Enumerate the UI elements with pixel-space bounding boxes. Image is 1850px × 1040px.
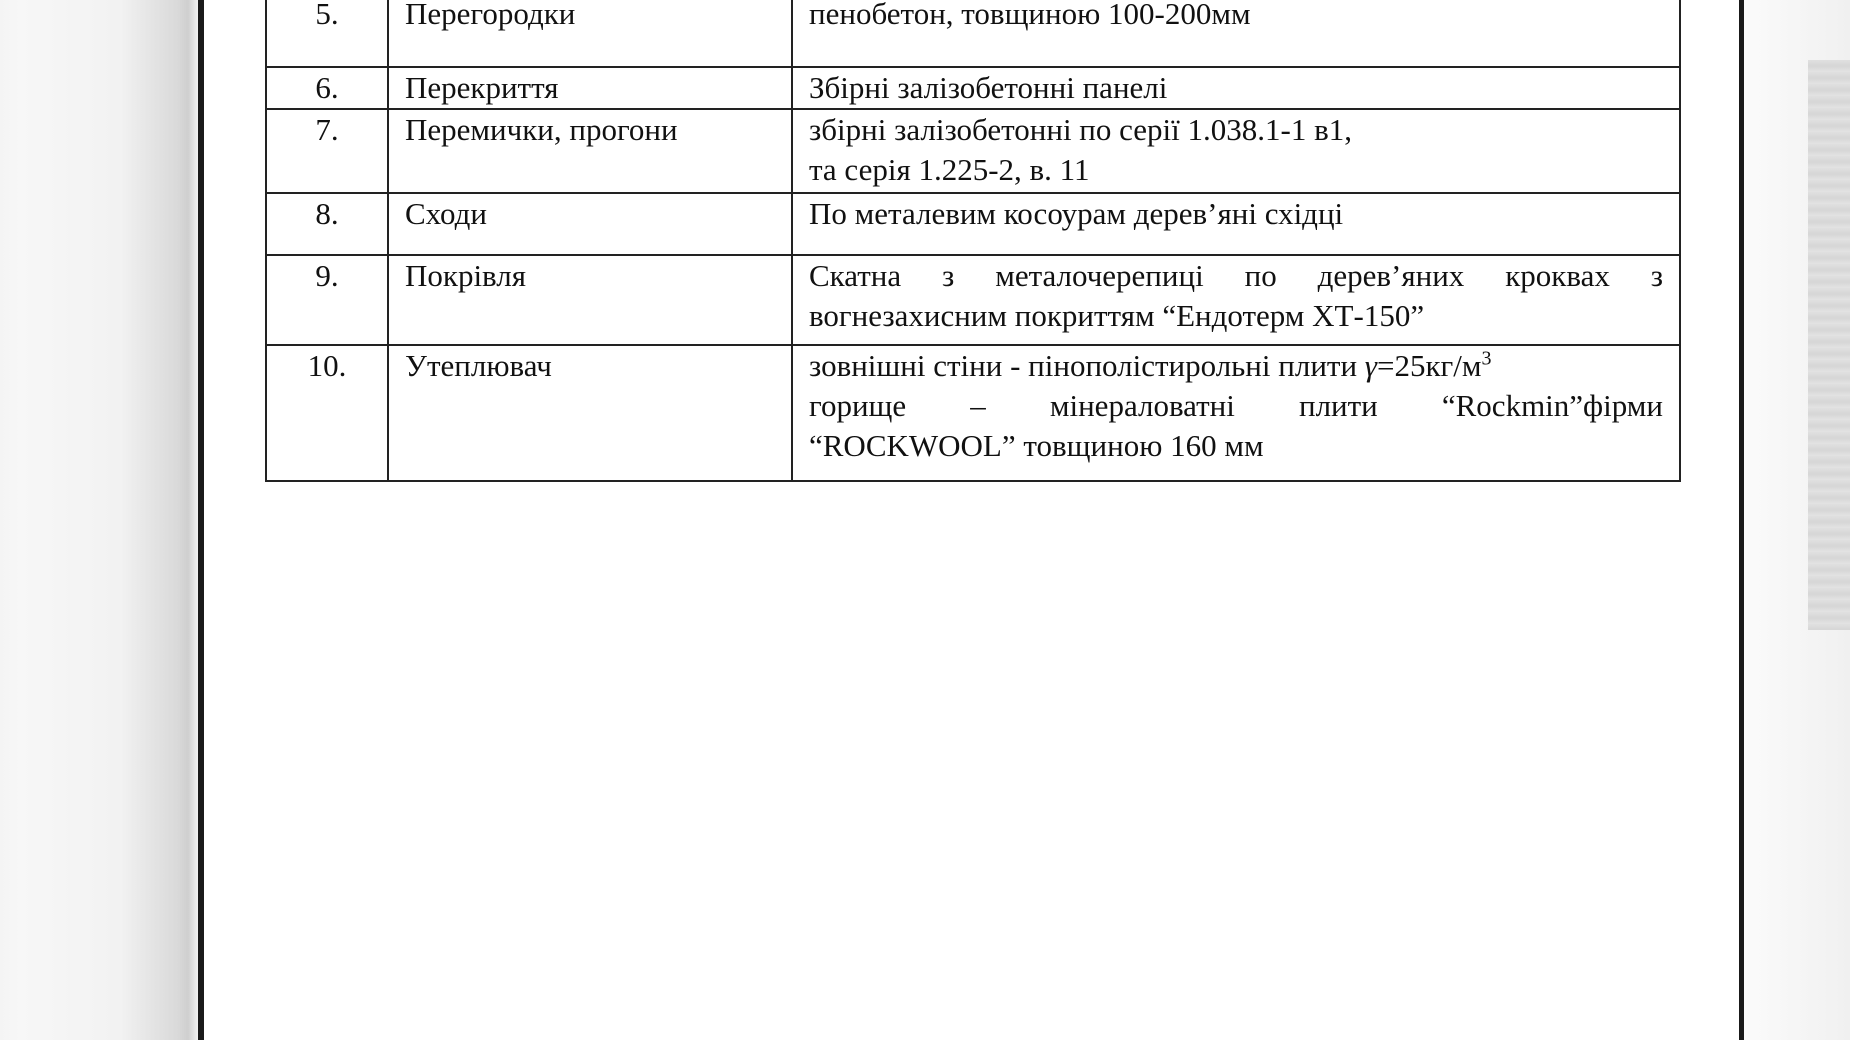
description-line: вогнезахисним покриттям “Ендотерм ХТ-150” [809,298,1425,333]
row-number: 7. [266,109,388,193]
row-number: 8. [266,193,388,255]
description-line: збірні залізобетонні по серії 1.038.1-1 в1, [809,112,1352,147]
density-value: =25кг/м [1377,348,1482,383]
superscript-exponent: 3 [1481,347,1492,370]
table-row [266,255,1680,345]
element-name: Перемички, прогони [388,109,792,193]
description-line: пенобетон, товщиною 100-200мм [809,0,1251,31]
scan-left-margin [0,0,205,1040]
element-description [792,193,1680,255]
description-line: “ROCKWOOL” товщиною 160 мм [809,428,1264,463]
row-number: 5. [266,0,388,67]
row-number: 9. [266,255,388,345]
description-line: Скатна з металочерепиці по дерев’яних кроквах з [809,258,1663,293]
table-row [266,0,1680,67]
table-row [266,345,1680,481]
element-name: Перекриття [388,67,792,109]
description-line: По металевим косоурам дерев’яні східці [809,196,1344,231]
scan-edge-strip [1808,60,1850,630]
table-row [266,193,1680,255]
element-name: Сходи [388,193,792,255]
row-number: 6. [266,67,388,109]
element-description [792,255,1680,345]
element-description [792,0,1680,67]
element-name: Покрівля [388,255,792,345]
description-line: та серія 1.225-2, в. 11 [809,152,1090,187]
description-text: зовнішні стіни - пінополістирольні плити [809,348,1365,383]
row-number: 10. [266,345,388,481]
table-row [266,67,1680,109]
table-row [266,109,1680,193]
element-name: Утеплювач [388,345,792,481]
description-line: Збірні залізобетонні панелі [809,70,1168,105]
construction-spec-table [265,0,1681,482]
gamma-symbol: γ [1364,348,1378,383]
element-name: Перегородки [388,0,792,67]
description-line [809,346,1663,386]
description-line: горище – мінераловатні плити “Rockmin”фірми [809,388,1663,423]
element-description [792,345,1680,481]
element-description [792,67,1680,109]
element-description [792,109,1680,193]
